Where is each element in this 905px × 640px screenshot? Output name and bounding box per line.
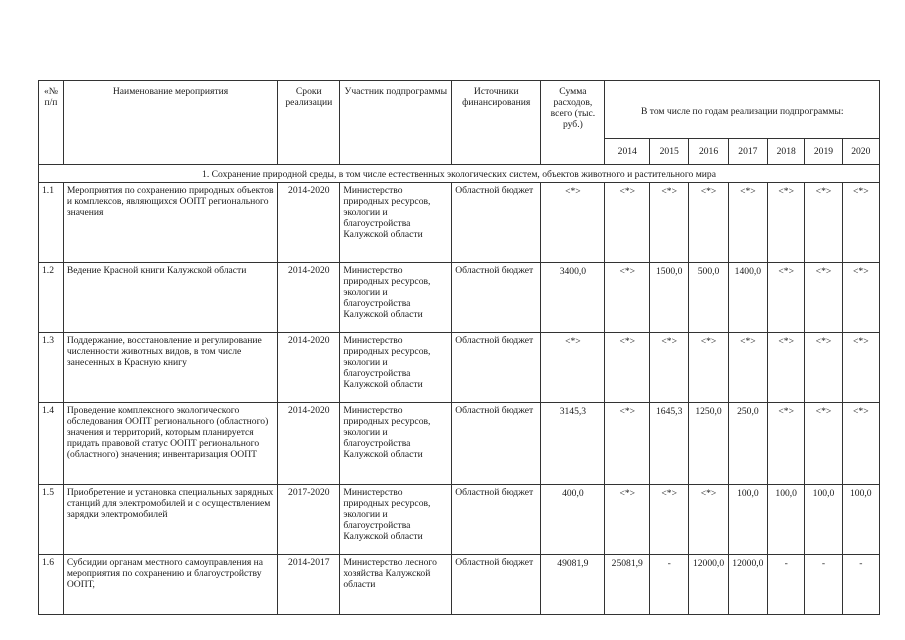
section-row <box>39 165 880 183</box>
row-year-value: <*> <box>842 263 879 333</box>
row-year-value: - <box>805 555 842 615</box>
row-source: Областной бюджет <box>452 263 541 333</box>
row-year-value: 250,0 <box>728 403 767 485</box>
row-year-value: <*> <box>689 183 728 263</box>
table-row <box>39 263 880 333</box>
row-year-value: <*> <box>689 333 728 403</box>
row-num: 1.1 <box>39 183 64 263</box>
row-num: 1.5 <box>39 485 64 555</box>
section-title: 1. Сохранение природной среды, в том числе естественных экологических систем, объектов животного и растительного мира <box>39 165 880 183</box>
row-name: Приобретение и установка специальных зарядных станций для электромобилей и с осуществлением зарядки электромобилей <box>63 485 277 555</box>
row-year-value: - <box>650 555 689 615</box>
table-row <box>39 485 880 555</box>
row-name: Ведение Красной книги Калужской области <box>63 263 277 333</box>
row-year-value: 500,0 <box>689 263 728 333</box>
table-row <box>39 555 880 615</box>
row-terms: 2014-2020 <box>278 183 340 263</box>
row-terms: 2014-2020 <box>278 263 340 333</box>
row-year-value: <*> <box>650 485 689 555</box>
row-year-value: <*> <box>805 333 842 403</box>
year-header: 2019 <box>805 139 842 165</box>
table-row <box>39 183 880 263</box>
row-year-value: <*> <box>768 263 805 333</box>
row-year-value: <*> <box>605 183 650 263</box>
row-year-value: <*> <box>768 333 805 403</box>
row-num: 1.4 <box>39 403 64 485</box>
row-year-value: <*> <box>768 403 805 485</box>
row-source: Областной бюджет <box>452 183 541 263</box>
budget-table-sheet <box>38 80 880 615</box>
row-year-value: <*> <box>650 183 689 263</box>
row-year-value: 100,0 <box>768 485 805 555</box>
year-header: 2014 <box>605 139 650 165</box>
row-source: Областной бюджет <box>452 555 541 615</box>
budget-table <box>38 80 880 615</box>
col-header-participant: Участник подпрограммы <box>340 81 452 165</box>
row-total: <*> <box>541 183 605 263</box>
row-year-value: 1400,0 <box>728 263 767 333</box>
row-year-value: <*> <box>605 485 650 555</box>
row-year-value: <*> <box>805 183 842 263</box>
col-header-by-years: В том числе по годам реализации подпрограммы: <box>605 81 880 139</box>
row-name: Проведение комплексного экологического обследования ООПТ регионального (областного) значения и территорий, которым планируется придать правовой статус ООПТ регионального (областного) значения; инвентаризация ООПТ <box>63 403 277 485</box>
row-terms: 2014-2020 <box>278 403 340 485</box>
col-header-name: Наименование мероприятия <box>63 81 277 165</box>
row-year-value: <*> <box>605 403 650 485</box>
row-name: Мероприятия по сохранению природных объектов и комплексов, являющихся ООПТ регионального значения <box>63 183 277 263</box>
row-year-value: <*> <box>605 333 650 403</box>
row-num: 1.2 <box>39 263 64 333</box>
row-year-value: <*> <box>605 263 650 333</box>
year-header: 2018 <box>768 139 805 165</box>
row-source: Областной бюджет <box>452 333 541 403</box>
col-header-num: «№ п/п <box>39 81 64 165</box>
row-year-value: 100,0 <box>842 485 879 555</box>
row-year-value: 25081,9 <box>605 555 650 615</box>
row-participant: Министерство природных ресурсов, экологии и благоустройства Калужской области <box>340 403 452 485</box>
row-terms: 2017-2020 <box>278 485 340 555</box>
row-year-value: <*> <box>842 333 879 403</box>
row-total: <*> <box>541 333 605 403</box>
row-num: 1.6 <box>39 555 64 615</box>
row-year-value: 1500,0 <box>650 263 689 333</box>
row-year-value: 12000,0 <box>689 555 728 615</box>
row-total: 400,0 <box>541 485 605 555</box>
row-year-value: 100,0 <box>728 485 767 555</box>
row-num: 1.3 <box>39 333 64 403</box>
col-header-total: Сумма расходов, всего (тыс. руб.) <box>541 81 605 165</box>
row-source: Областной бюджет <box>452 403 541 485</box>
table-row <box>39 403 880 485</box>
row-participant: Министерство природных ресурсов, экологии и благоустройства Калужской области <box>340 333 452 403</box>
row-total: 3145,3 <box>541 403 605 485</box>
row-name: Поддержание, восстановление и регулирование численности животных видов, в том числе занесенных в Красную книгу <box>63 333 277 403</box>
row-total: 49081,9 <box>541 555 605 615</box>
row-participant: Министерство природных ресурсов, экологии и благоустройства Калужской области <box>340 183 452 263</box>
row-year-value: 12000,0 <box>728 555 767 615</box>
row-year-value: <*> <box>842 403 879 485</box>
row-year-value: - <box>842 555 879 615</box>
row-year-value: <*> <box>728 183 767 263</box>
table-row <box>39 333 880 403</box>
row-participant: Министерство лесного хозяйства Калужской области <box>340 555 452 615</box>
row-source: Областной бюджет <box>452 485 541 555</box>
year-header: 2016 <box>689 139 728 165</box>
row-year-value: 1645,3 <box>650 403 689 485</box>
header-row <box>39 81 880 139</box>
row-year-value: <*> <box>805 403 842 485</box>
col-header-terms: Сроки реализации <box>278 81 340 165</box>
year-header: 2015 <box>650 139 689 165</box>
row-year-value: 1250,0 <box>689 403 728 485</box>
row-name: Субсидии органам местного самоуправления на мероприятия по сохранению и благоустройству ООПТ, <box>63 555 277 615</box>
row-year-value: <*> <box>728 333 767 403</box>
row-terms: 2014-2020 <box>278 333 340 403</box>
row-year-value: - <box>768 555 805 615</box>
row-year-value: <*> <box>842 183 879 263</box>
year-header: 2017 <box>728 139 767 165</box>
col-header-sources: Источники финансирования <box>452 81 541 165</box>
year-header: 2020 <box>842 139 879 165</box>
row-terms: 2014-2017 <box>278 555 340 615</box>
row-year-value: <*> <box>768 183 805 263</box>
row-participant: Министерство природных ресурсов, экологии и благоустройства Калужской области <box>340 485 452 555</box>
row-year-value: <*> <box>650 333 689 403</box>
row-year-value: <*> <box>689 485 728 555</box>
row-total: 3400,0 <box>541 263 605 333</box>
row-participant: Министерство природных ресурсов, экологии и благоустройства Калужской области <box>340 263 452 333</box>
row-year-value: 100,0 <box>805 485 842 555</box>
row-year-value: <*> <box>805 263 842 333</box>
